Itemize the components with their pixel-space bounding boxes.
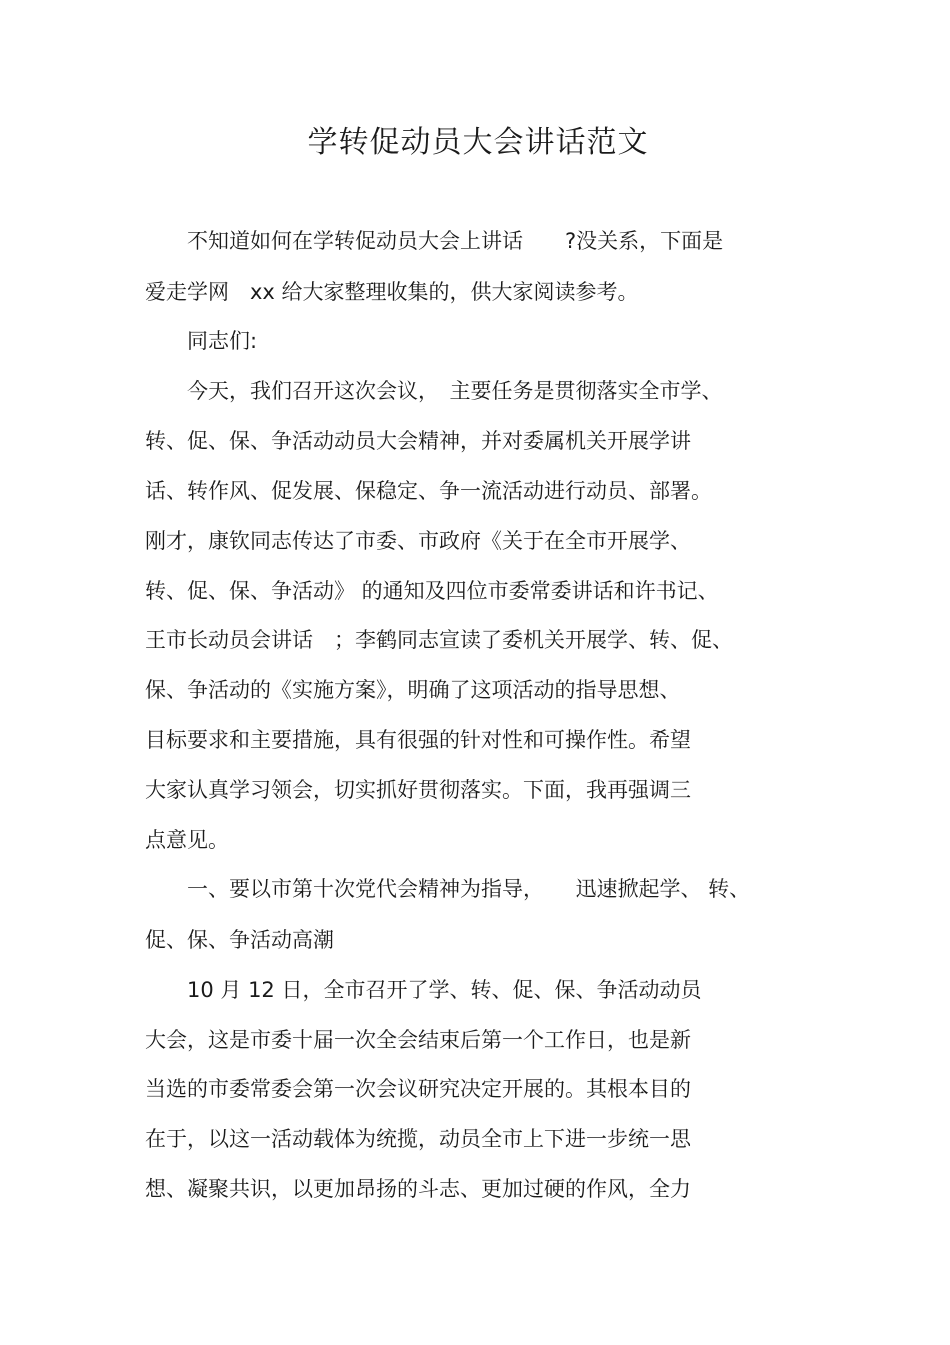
- body-line: 今天，我们召开这次会议， 主要任务是贯彻落实全市学、: [145, 379, 723, 403]
- body-line: 同志们:: [145, 329, 258, 353]
- section-heading-line: 促、保、争活动高潮: [145, 928, 334, 952]
- body-line: 大家认真学习领会，切实抓好贯彻落实。下面，我再强调三: [145, 778, 691, 802]
- body-line: 想、凝聚共识，以更加昂扬的斗志、更加过硬的作风，全力: [145, 1177, 691, 1201]
- body-line: 不知道如何在学转促动员大会上讲话 ?没关系，下面是: [145, 229, 724, 253]
- body-line: 目标要求和主要措施，具有很强的针对性和可操作性。希望: [145, 728, 691, 752]
- body-line: 当选的市委常委会第一次会议研究决定开展的。其根本目的: [145, 1077, 691, 1101]
- document-title: 学转促动员大会讲话范文: [307, 125, 649, 160]
- body-line: 转、促、保、争活动动员大会精神，并对委属机关开展学讲: [145, 429, 691, 453]
- body-line: 在于，以这一活动载体为统揽，动员全市上下进一步统一思: [145, 1127, 691, 1151]
- body-line: 王市长动员会讲话 ；李鹤同志宣读了委机关开展学、转、促、: [145, 628, 733, 652]
- body-line: 点意见。: [145, 828, 229, 852]
- body-line: 刚才，康钦同志传达了市委、市政府《关于在全市开展学、: [145, 529, 691, 553]
- body-line: 转、促、保、争活动》 的通知及四位市委常委讲话和许书记、: [145, 579, 719, 603]
- body-line: 保、争活动的《实施方案》，明确了这项活动的指导思想、: [145, 678, 681, 702]
- body-line: 10 月 12 日，全市召开了学、转、促、保、争活动动员: [145, 978, 702, 1002]
- body-line: 大会，这是市委十届一次全会结束后第一个工作日，也是新: [145, 1028, 691, 1052]
- body-line: 爱走学网 xx 给大家整理收集的，供大家阅读参考。: [145, 280, 639, 304]
- section-heading-line: 一、要以市第十次党代会精神为指导， 迅速掀起学、 转、: [145, 877, 751, 901]
- body-line: 话、转作风、促发展、保稳定、争一流活动进行动员、部署。: [145, 479, 712, 503]
